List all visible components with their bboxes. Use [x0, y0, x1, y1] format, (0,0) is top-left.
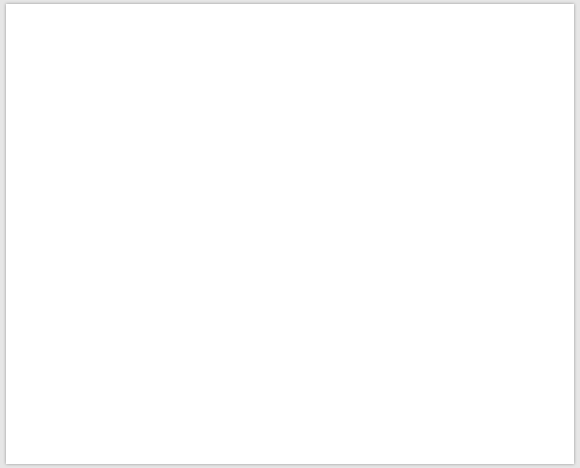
document-page	[6, 4, 574, 464]
